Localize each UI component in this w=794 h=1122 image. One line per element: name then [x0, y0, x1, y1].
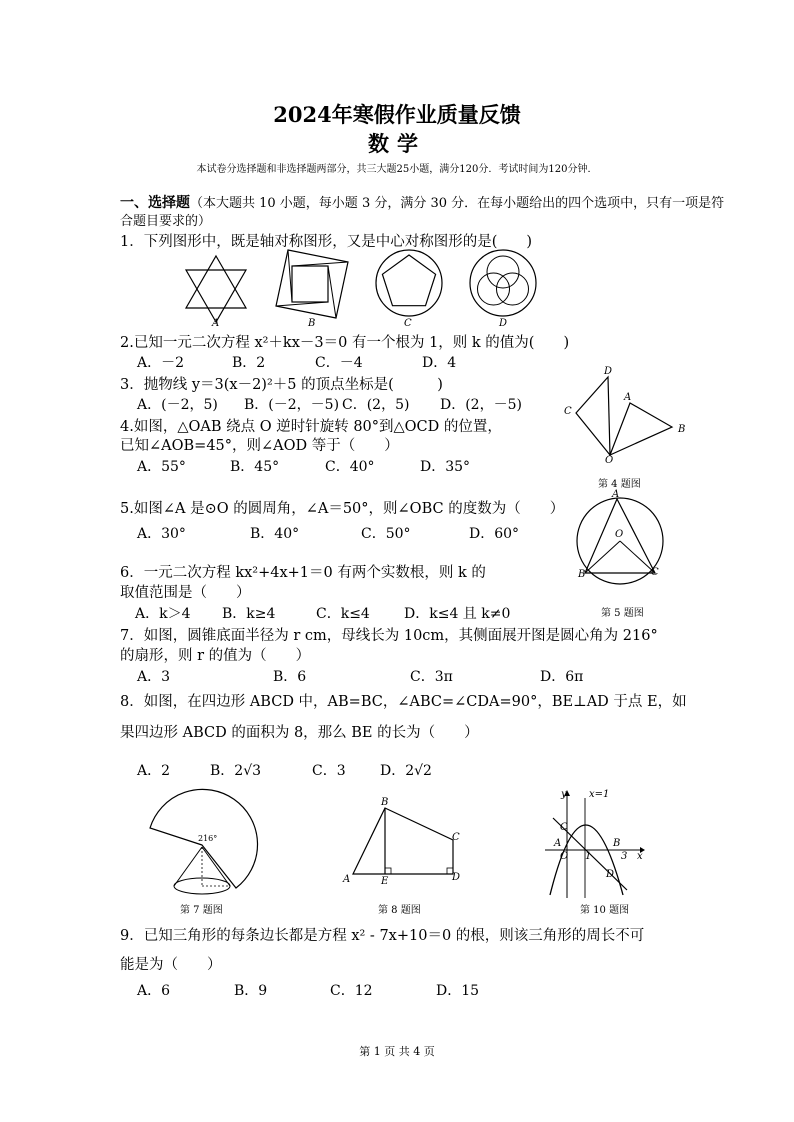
- q7-option-b[interactable]: B．6: [273, 669, 307, 685]
- q4-option-a[interactable]: A．55°: [137, 459, 186, 475]
- q1-figure-b-squares: [270, 248, 350, 320]
- q7-option-c[interactable]: C．3π: [410, 669, 453, 685]
- q4-label-c: C: [564, 406, 572, 417]
- q1-label-b: B: [308, 318, 316, 329]
- q5-option-a[interactable]: A．30°: [137, 526, 186, 542]
- q3-option-d[interactable]: D．(2，－5): [440, 397, 522, 413]
- q4-option-b[interactable]: B．45°: [230, 459, 280, 475]
- question-1-stem: 1．下列图形中，既是轴对称图形，又是中心对称图形的是( ): [120, 234, 533, 250]
- q5-label-a: A: [612, 489, 620, 500]
- subject-title: 数学: [368, 131, 426, 156]
- q4-label-a: A: [624, 392, 632, 403]
- section-instruction-cont: 合题目要求的）: [120, 214, 212, 229]
- question-3-stem: 3．抛物线 y＝3(x－2)²＋5 的顶点坐标是( ): [120, 377, 443, 393]
- q8-option-a[interactable]: A．2: [137, 763, 171, 779]
- q8-label-d: D: [452, 872, 461, 883]
- q1-label-d: D: [499, 318, 508, 329]
- q10-label-x: x: [637, 851, 643, 862]
- exam-note: 本试卷分选择题和非选择题两部分，共三大题25小题，满分120分．考试时间为120分钟．: [196, 164, 598, 175]
- q8-option-c[interactable]: C．3: [312, 763, 346, 779]
- q6-option-d[interactable]: D．k≤4 且 k≠0: [404, 606, 511, 622]
- q8-label-c: C: [452, 832, 460, 843]
- q9-option-b[interactable]: B．9: [234, 983, 268, 999]
- q2-option-c[interactable]: C．－4: [315, 355, 363, 371]
- question-4-stem-1: 4.如图，△OAB 绕点 O 逆时针旋转 80°到△OCD 的位置，: [120, 419, 502, 435]
- q8-label-e: E: [381, 876, 389, 887]
- q7-caption: 第 7 题图: [180, 905, 223, 916]
- section-heading: [120, 192, 724, 212]
- q10-label-d: D: [606, 869, 615, 880]
- q3-option-c[interactable]: C．(2，5): [342, 397, 410, 413]
- q8-option-d[interactable]: D．2√2: [380, 763, 432, 779]
- question-5-stem: 5.如图∠A 是⊙O 的圆周角，∠A＝50°，则∠OBC 的度数为（ ）: [120, 501, 565, 517]
- q5-label-c: C: [651, 567, 659, 578]
- q1-figure-d-circle-arcs: [468, 248, 538, 318]
- q4-label-b: B: [678, 424, 686, 435]
- q10-caption: 第 10 题图: [580, 905, 630, 916]
- q1-label-c: C: [404, 318, 412, 329]
- q5-caption: 第 5 题图: [601, 608, 644, 619]
- q10-label-three: 3: [621, 851, 628, 862]
- q8-label-a: A: [343, 874, 351, 885]
- question-9-stem-2: 能是为（ ）: [120, 957, 222, 973]
- question-2-stem: 2.已知一元二次方程 x²＋kx－3＝0 有一个根为 1，则 k 的值为( ): [120, 335, 570, 351]
- section-title: 一、选择题: [120, 195, 190, 211]
- q3-option-a[interactable]: A．(－2，5): [137, 397, 218, 413]
- q5-label-b: B: [578, 569, 586, 580]
- question-7-stem-1: 7．如图，圆锥底面半径为 r cm，母线长为 10cm，其侧面展开图是圆心角为 216°: [120, 628, 658, 644]
- q7-option-d[interactable]: D．6π: [540, 669, 584, 685]
- q5-option-d[interactable]: D．60°: [469, 526, 520, 542]
- q8-caption: 第 8 题图: [378, 905, 421, 916]
- q2-option-d[interactable]: D．4: [422, 355, 457, 371]
- section-instruction: （本大题共 10 小题，每小题 3 分，满分 30 分．在每小题给出的四个选项中，只有一项是符: [190, 196, 725, 211]
- q7-figure-sector-cone: [145, 790, 255, 900]
- q5-option-c[interactable]: C．50°: [361, 526, 411, 542]
- q1-figure-a-star: [180, 252, 252, 324]
- q1-label-a: A: [212, 318, 220, 329]
- question-6-stem-2: 取值范围是（ ）: [120, 585, 251, 601]
- q4-label-o: O: [605, 455, 614, 466]
- question-8-stem-2: 果四边形 ABCD 的面积为 8，那么 BE 的长为（ ）: [120, 725, 479, 741]
- q7-angle-label: 216°: [198, 834, 218, 843]
- question-8-stem-1: 8．如图，在四边形 ABCD 中，AB=BC，∠ABC=∠CDA=90°，BE⊥AD 于点 E，如: [120, 694, 687, 710]
- q9-option-d[interactable]: D．15: [436, 983, 480, 999]
- q6-option-a[interactable]: A．k＞4: [135, 606, 191, 622]
- q4-option-d[interactable]: D．35°: [420, 459, 471, 475]
- q9-option-c[interactable]: C．12: [330, 983, 373, 999]
- page-title: 2024年寒假作业质量反馈: [273, 102, 521, 127]
- q8-option-b[interactable]: B．2√3: [210, 763, 262, 779]
- question-6-stem-1: 6．一元二次方程 kx²+4x+1＝0 有两个实数根，则 k 的: [120, 565, 486, 581]
- q10-label-y: y: [561, 789, 567, 800]
- q10-label-a: A: [554, 838, 562, 849]
- q10-label-c: C: [560, 822, 568, 833]
- q4-label-d: D: [604, 366, 613, 377]
- q5-label-o: O: [615, 529, 624, 540]
- q5-option-b[interactable]: B．40°: [250, 526, 300, 542]
- q4-option-c[interactable]: C．40°: [325, 459, 375, 475]
- q8-figure-quadrilateral: [345, 800, 465, 880]
- question-9-stem-1: 9．已知三角形的每条边长都是方程 x² - 7x+10＝0 的根，则该三角形的周长不可: [120, 928, 645, 944]
- q2-option-b[interactable]: B．2: [232, 355, 266, 371]
- q1-figure-c-pentagon: [374, 248, 444, 318]
- q10-label-o: O: [560, 851, 569, 862]
- page-footer: 第 1 页 共 4 页: [359, 1045, 435, 1058]
- question-4-stem-2: 已知∠AOB=45°，则∠AOD 等于（ ）: [120, 438, 399, 454]
- q8-label-b: B: [381, 797, 389, 808]
- q6-option-c[interactable]: C．k≤4: [316, 606, 370, 622]
- q10-label-one: 1: [585, 851, 592, 862]
- q3-option-b[interactable]: B．(－2，－5): [244, 397, 340, 413]
- q6-option-b[interactable]: B．k≥4: [222, 606, 276, 622]
- q10-label-b: B: [613, 838, 621, 849]
- q4-caption: 第 4 题图: [598, 479, 641, 490]
- question-7-stem-2: 的扇形，则 r 的值为（ ）: [120, 648, 311, 664]
- q4-figure-rotated-triangles: [560, 365, 690, 465]
- q9-option-a[interactable]: A．6: [137, 983, 171, 999]
- q2-option-a[interactable]: A．－2: [137, 355, 185, 371]
- q7-option-a[interactable]: A．3: [137, 669, 171, 685]
- q10-label-x-eq-1: x=1: [589, 789, 610, 800]
